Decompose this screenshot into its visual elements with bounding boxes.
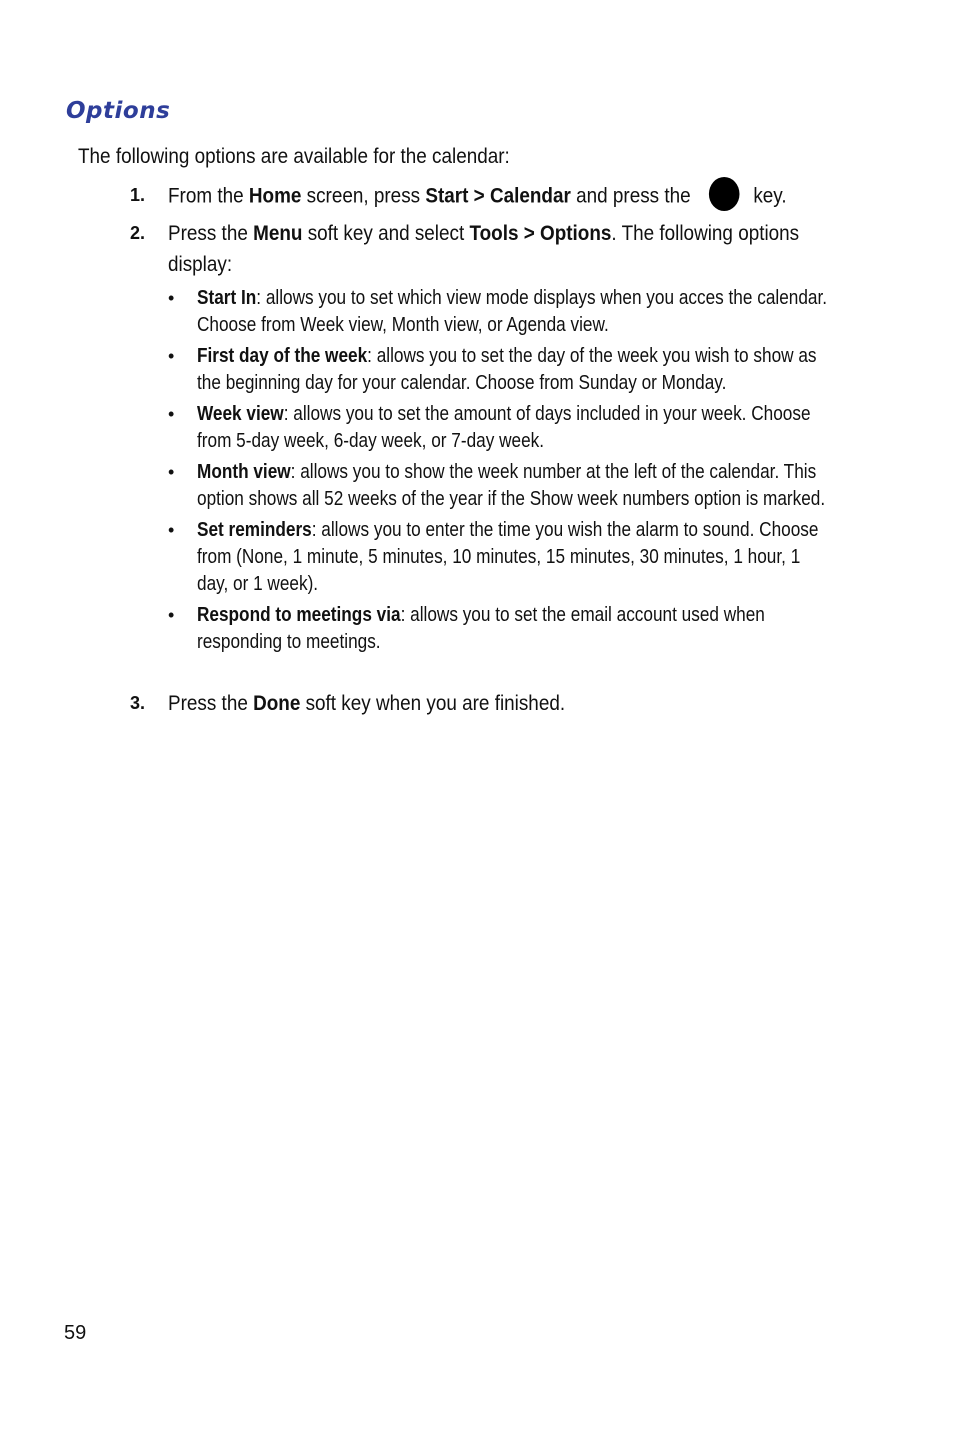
- step-text: Press the Done soft key when you are finished.: [168, 692, 566, 715]
- page-number: 59: [64, 1322, 87, 1344]
- bullet-icon: •: [168, 520, 175, 540]
- options-list: [168, 285, 888, 660]
- step-number: 2.: [130, 223, 146, 243]
- round-black-key-icon: [708, 177, 739, 211]
- step-number: 3.: [130, 693, 146, 713]
- bullet-icon: •: [168, 462, 175, 482]
- bullet-icon: •: [168, 605, 175, 625]
- bullet-icon: •: [168, 288, 175, 308]
- bullet-icon: •: [168, 404, 175, 424]
- option-first-day-of-week: • First day of the week: allows you to set the day of the week you wish to show as the beginning day for your calendar. Choose from Sunday or Monday.: [168, 345, 817, 394]
- step-number: 1.: [130, 185, 146, 205]
- bullet-icon: •: [168, 346, 175, 366]
- option-respond-to-meetings: • Respond to meetings via: allows you to set the email account used when responding to meetings.: [168, 604, 765, 653]
- section-heading: Options: [66, 98, 171, 124]
- intro-paragraph: The following options are available for the calendar:: [78, 145, 510, 168]
- option-month-view: • Month view: allows you to show the week number at the left of the calendar. This option shows all 52 weeks of the year if the Show week numbers option is marked.: [168, 461, 826, 510]
- step-text: Press the Menu soft key and select Tools > Options. The following options display:: [168, 222, 800, 276]
- option-set-reminders: • Set reminders: allows you to enter the time you wish the alarm to sound. Choose from (None, 1 minute, 5 minutes, 10 minutes, 15 minutes, 30 minutes, 1 hour, 1 day, or 1 week).: [168, 519, 819, 595]
- option-week-view: • Week view: allows you to set the amount of days included in your week. Choose from 5-day week, 6-day week, or 7-day week.: [168, 403, 811, 452]
- step-text: From the Home screen, press Start > Calendar and press the key.: [168, 180, 852, 214]
- option-start-in: • Start In: allows you to set which view mode displays when you acces the calendar. Choose from Week view, Month view, or Agenda view.: [168, 287, 828, 336]
